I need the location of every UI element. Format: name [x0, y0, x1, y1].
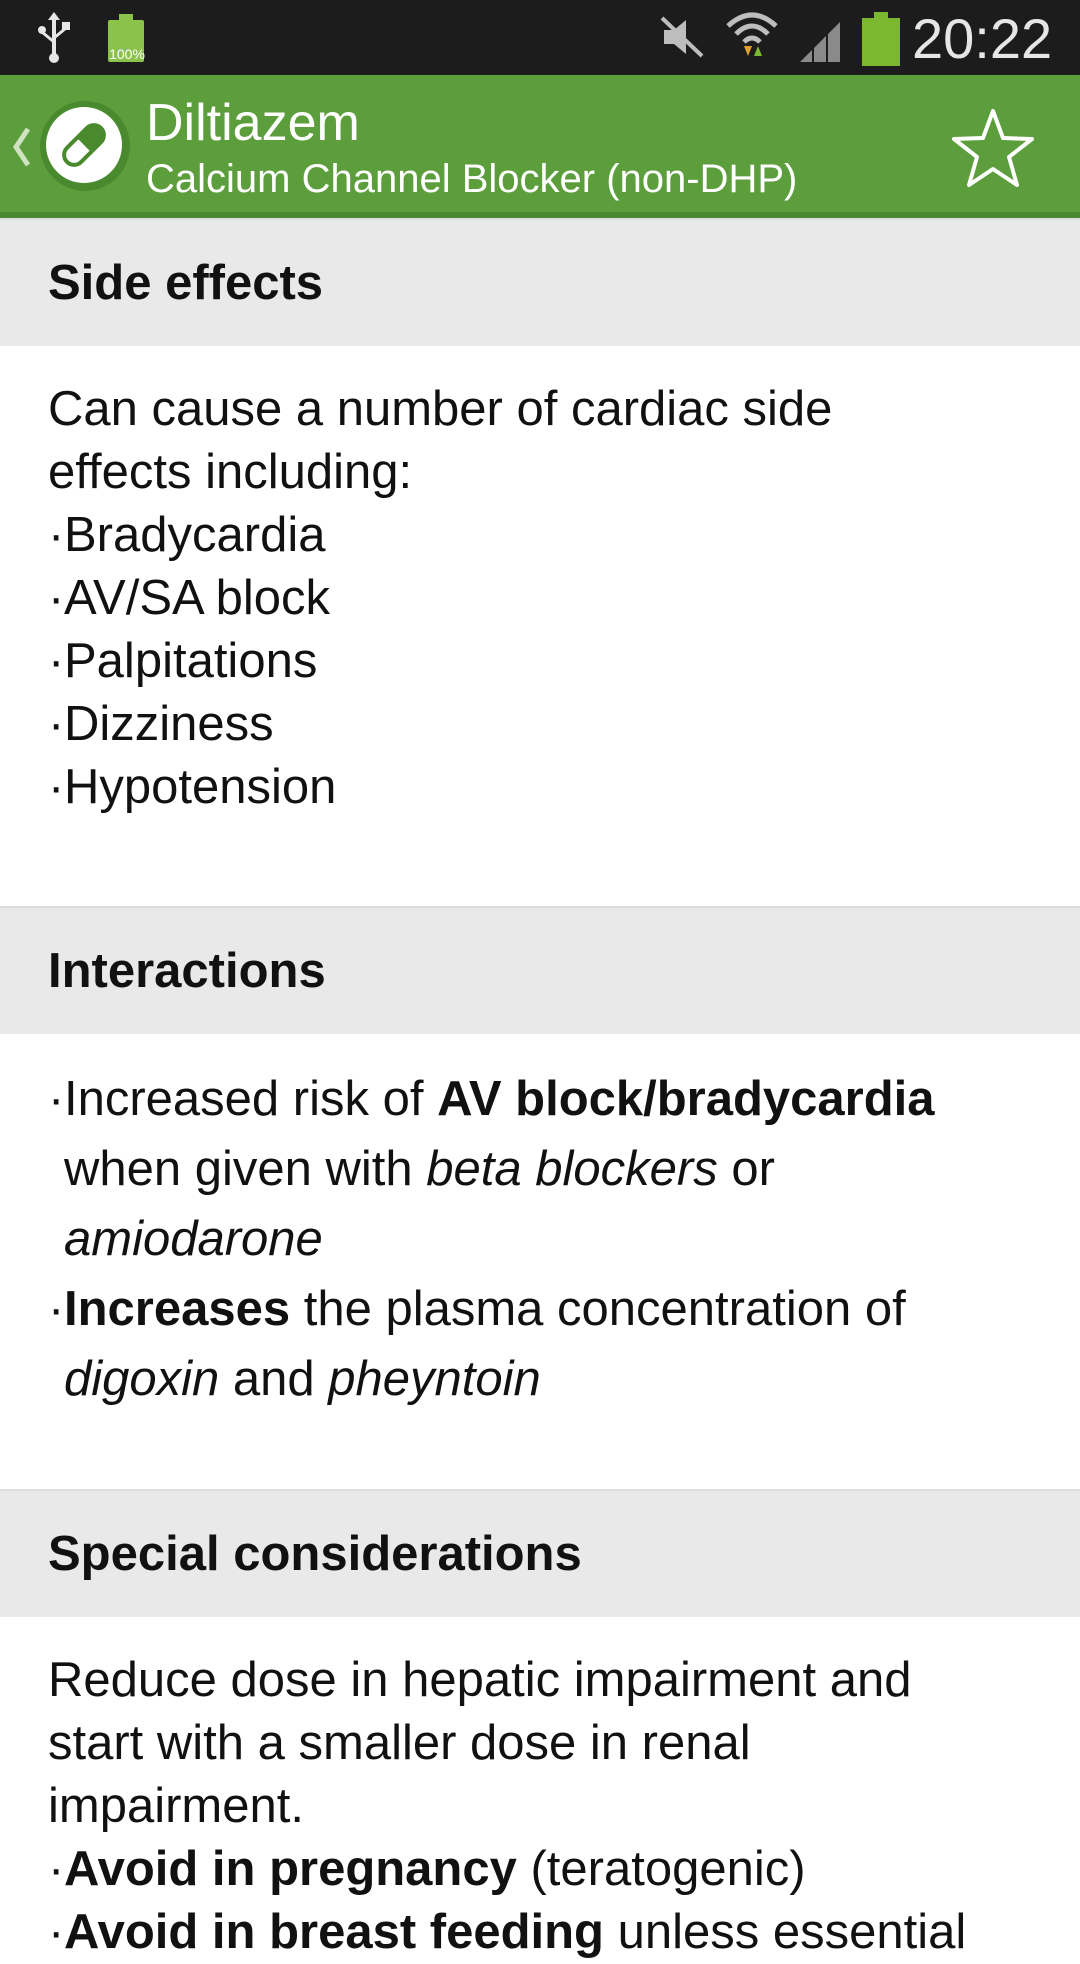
list-item: · Dizziness	[48, 697, 274, 751]
section-header-side-effects	[0, 218, 1080, 346]
section-header-interactions	[0, 906, 1080, 1034]
status-bar	[0, 0, 1080, 75]
section-title: Special considerations	[48, 1527, 582, 1581]
content-scroll[interactable]	[0, 218, 1080, 1964]
star-icon[interactable]	[950, 105, 1036, 191]
battery-percent-label: 100%	[109, 46, 145, 62]
battery-charging-icon	[108, 14, 144, 62]
list-item: · Palpitations	[48, 634, 318, 688]
section-body-side-effects	[0, 346, 1080, 906]
wifi-icon	[724, 8, 780, 64]
section-body-special-considerations	[0, 1617, 1080, 1964]
list-item: · Increases the plasma concentration of digoxin and pheyntoin	[48, 1282, 906, 1406]
list-item: · Hypotension	[48, 760, 337, 814]
pill-icon[interactable]	[40, 101, 130, 191]
mute-icon	[658, 14, 706, 60]
section-title: Interactions	[48, 944, 326, 998]
section-header-special-considerations	[0, 1489, 1080, 1617]
usb-icon	[36, 12, 72, 64]
action-bar	[0, 75, 1080, 218]
signal-icon	[798, 14, 850, 64]
list-item: · AV/SA block	[48, 571, 331, 625]
list-item: · Avoid in pregnancy (teratogenic)	[48, 1842, 806, 1896]
list-item: · Avoid in breast feeding unless essential	[48, 1905, 967, 1959]
special-line-2: start with a smaller dose in renal	[48, 1716, 751, 1770]
side-effects-intro-line-1: Can cause a number of cardiac side	[48, 382, 833, 436]
back-caret-icon[interactable]	[10, 125, 32, 169]
battery-icon	[862, 12, 900, 66]
side-effects-intro-line-2: effects including:	[48, 445, 413, 499]
special-line-3: impairment.	[48, 1779, 304, 1833]
drug-class-subtitle: Calcium Channel Blocker (non-DHP)	[146, 157, 798, 201]
special-line-1: Reduce dose in hepatic impairment and	[48, 1653, 912, 1707]
section-body-interactions	[0, 1034, 1080, 1489]
list-item: · Increased risk of AV block/bradycardia when given with beta blockers or amiodarone	[48, 1072, 935, 1266]
section-title: Side effects	[48, 256, 324, 310]
list-item: · Bradycardia	[48, 508, 326, 562]
drug-title: Diltiazem	[146, 94, 360, 152]
clock: 20:22	[912, 7, 1053, 70]
